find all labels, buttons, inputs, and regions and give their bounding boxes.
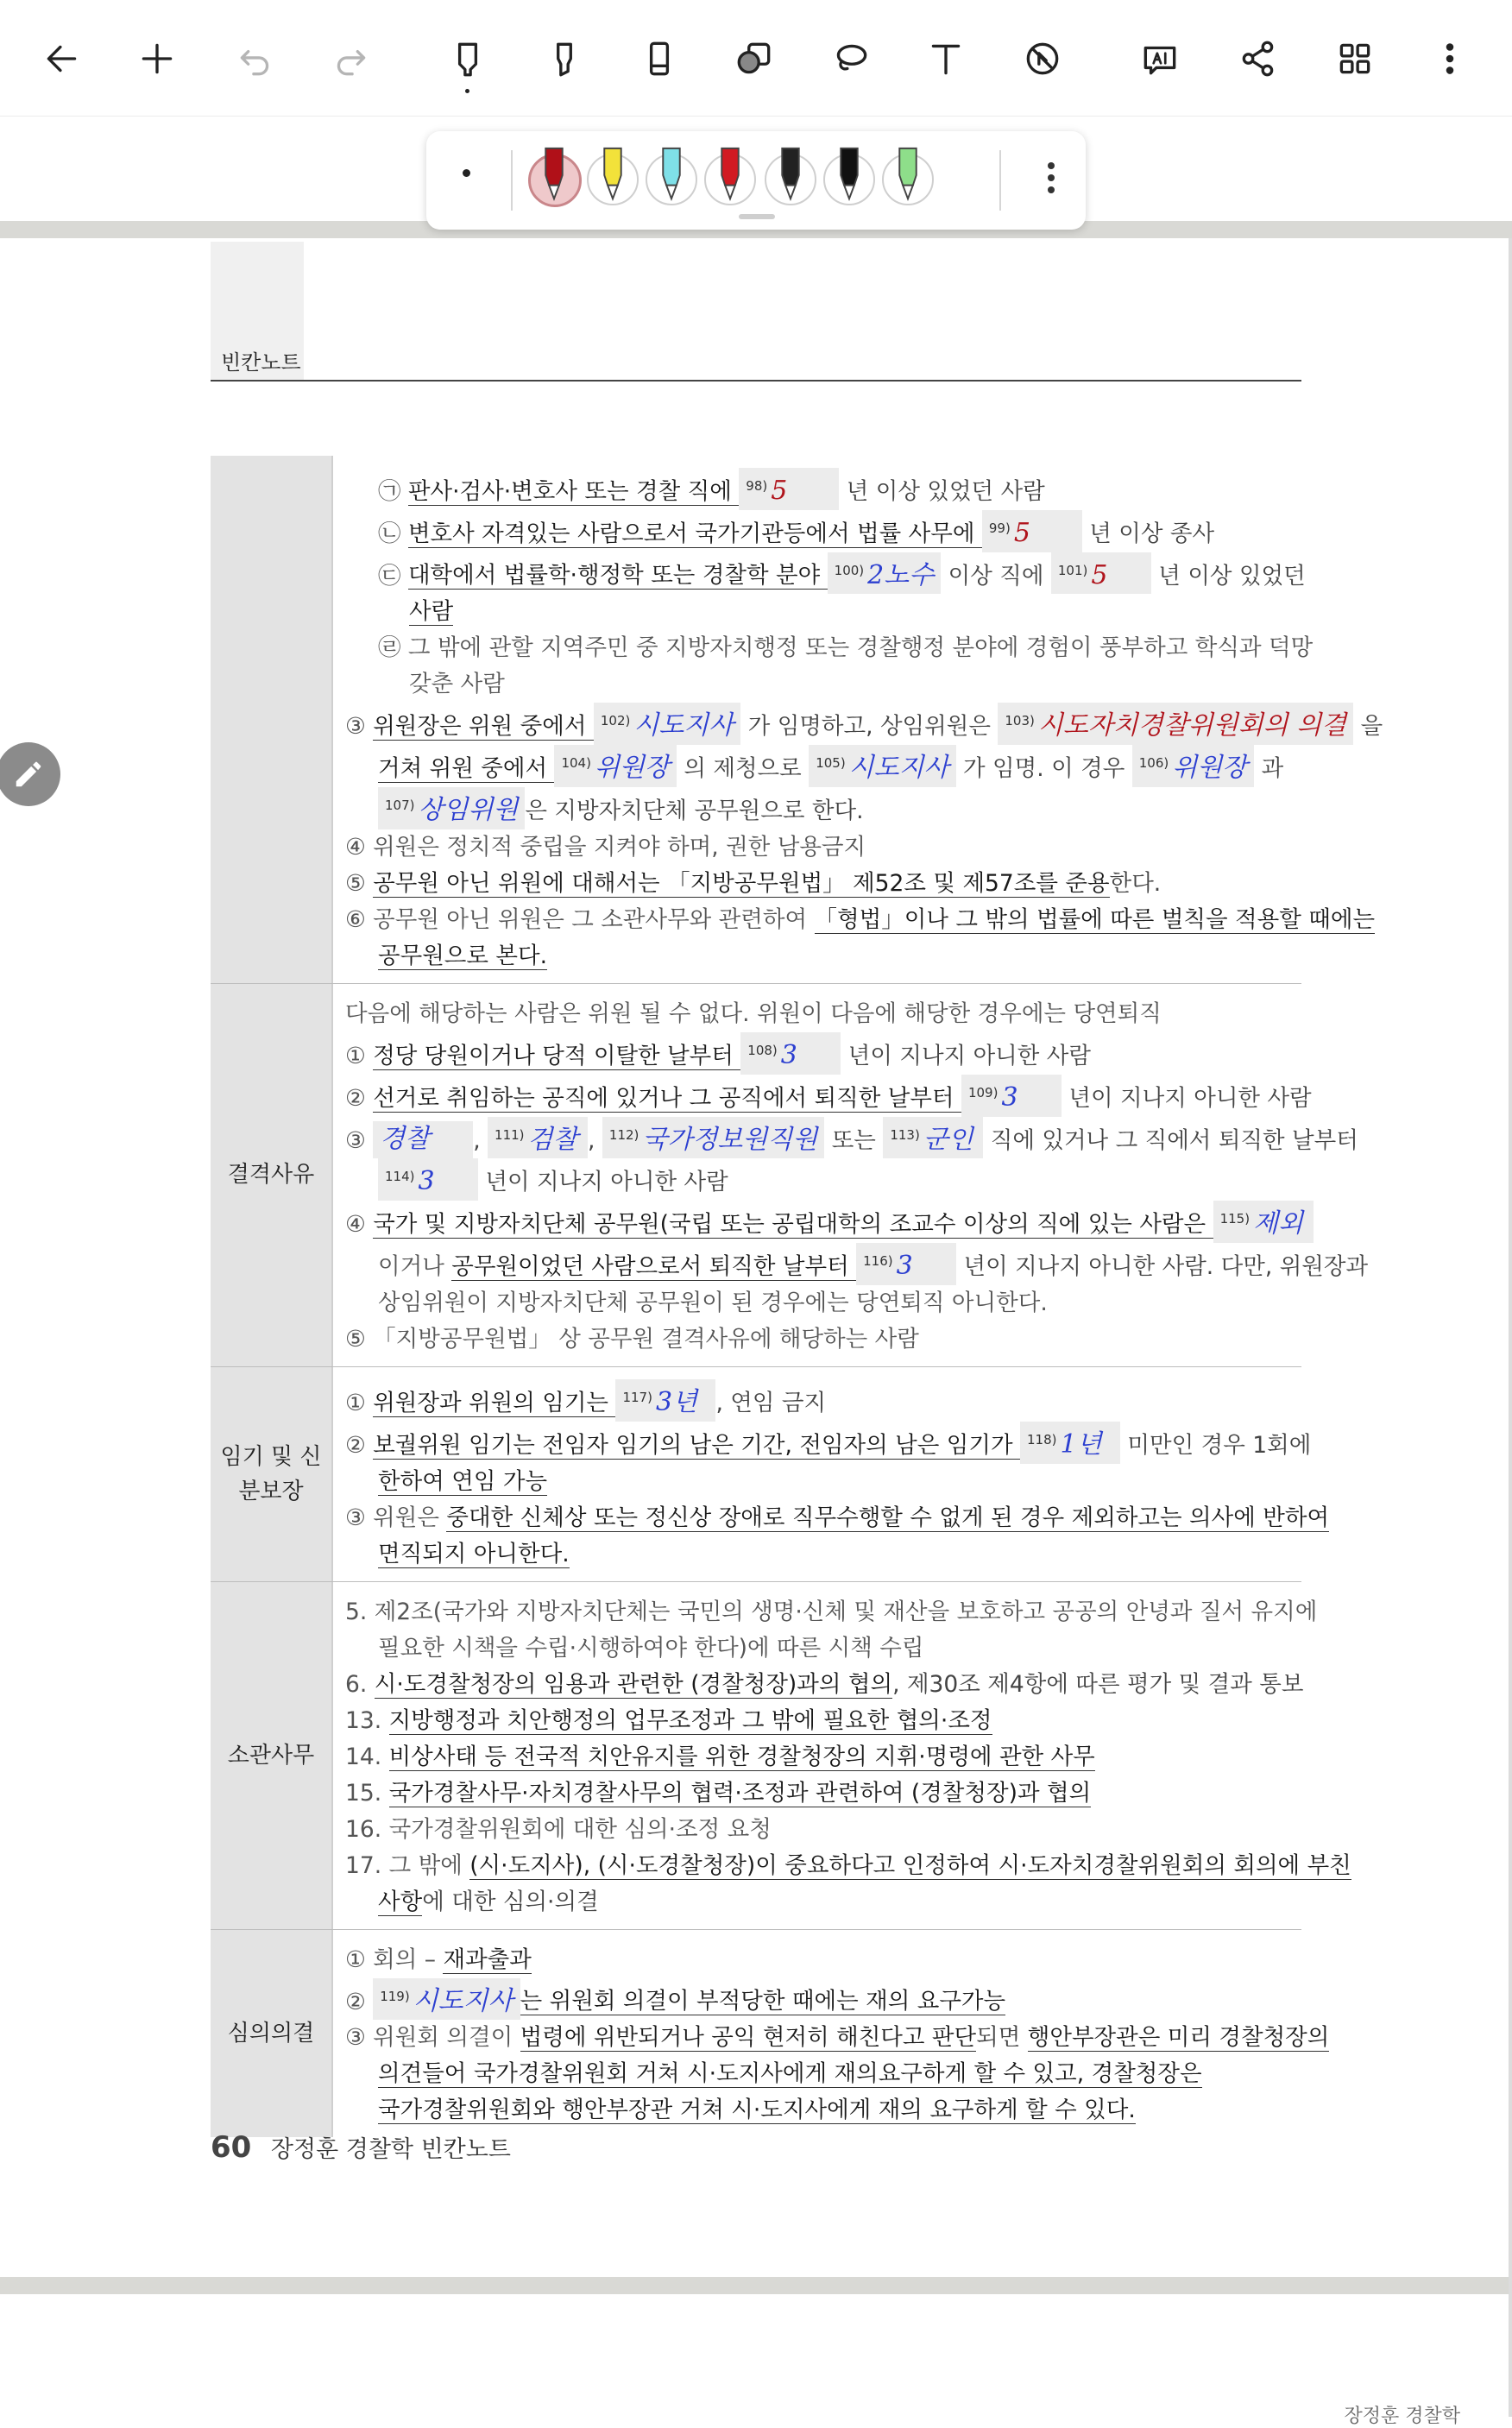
line-prefix: ② <box>345 1431 374 1459</box>
underlined-text: 면직되지 아니한다. <box>378 1540 570 1567</box>
page-right-edge <box>1509 238 1512 2417</box>
blank-number: 105) <box>816 755 846 772</box>
underlined-text: 한하여 연임 가능 <box>378 1467 548 1495</box>
pencil-icon <box>12 758 45 791</box>
underlined-text: 의견들어 국가경찰위원회 거쳐 시·도지사에게 재의요구하게 할 수 있고, 경찰청장은 <box>378 2060 1202 2088</box>
underlined-text: 변호사 자격있는 사람으로서 국가기관등에서 법률 사무에 <box>407 520 982 547</box>
line-text: 년이 지나지 아니한 사람 <box>841 1042 1091 1069</box>
header-label: 빈칸노트 <box>221 350 301 375</box>
line-prefix: 갖춘 사람 <box>409 671 505 698</box>
share-icon[interactable] <box>1229 29 1288 88</box>
handwritten-answer: 검찰 <box>527 1124 578 1155</box>
row-label <box>211 456 333 983</box>
text-line <box>345 1243 1368 1285</box>
text-line <box>345 938 1383 974</box>
line-text: 가 임명하고, 상임위원은 <box>740 713 999 741</box>
text-line <box>345 745 1383 787</box>
blank-number: 115) <box>1219 1211 1251 1227</box>
line-prefix: ⑤ <box>345 869 374 897</box>
line-prefix: ③ 위원은 <box>345 1504 447 1531</box>
row-label: 소관사무 <box>211 1582 333 1929</box>
blank-number: 100) <box>834 562 865 578</box>
text-line <box>345 1075 1368 1117</box>
pen-size-dot[interactable] <box>463 169 470 177</box>
text-line <box>345 1285 1368 1321</box>
blank-number: 112) <box>608 1126 639 1143</box>
pen-icon[interactable] <box>438 29 497 88</box>
fill-in-blank[interactable] <box>373 1121 473 1158</box>
underlined-text: 위원장은 위원 중에서 <box>373 713 594 741</box>
blank-number: 104) <box>561 755 591 772</box>
blank-number: 103) <box>1005 713 1035 729</box>
line-prefix: 6. <box>345 1670 375 1698</box>
content-table <box>211 456 1383 2137</box>
undo-icon[interactable] <box>226 29 285 88</box>
handwritten-answer: 5 <box>771 475 788 506</box>
row-body <box>333 1582 1360 1929</box>
blank-number: 102) <box>600 713 631 729</box>
row-body <box>333 984 1377 1366</box>
black-fountain-pen[interactable] <box>818 148 880 211</box>
text-line <box>345 1594 1351 1630</box>
line-text: 미만인 경우 1회에 <box>1120 1431 1312 1459</box>
underlined-text: 공무원이었던 사람으로서 퇴직한 날부터 <box>451 1252 857 1280</box>
fill-in-blank[interactable] <box>998 703 1353 745</box>
line-text: 년 이상 있었던 사람 <box>839 477 1045 505</box>
top-toolbar <box>0 0 1512 117</box>
handwritten-answer: 시도지사 <box>413 1985 513 2016</box>
handwritten-answer: 상임위원 <box>418 794 519 825</box>
underlined-text: 지방행정과 치안행정의 업무조정과 그 밖에 필요한 협의·조정 <box>388 1706 992 1734</box>
fill-in-blank[interactable] <box>373 1978 520 2021</box>
shapes-icon[interactable] <box>725 29 784 88</box>
blank-number: 119) <box>380 1988 410 2004</box>
line-prefix: ㉡ <box>378 520 408 547</box>
text-line <box>345 1667 1351 1703</box>
line-prefix: 필요한 시책을 수립·시행하여야 한다)에 따른 시책 수립 <box>378 1634 924 1662</box>
pen-palette <box>426 131 1086 230</box>
line-prefix: 13. <box>345 1706 389 1734</box>
green-highlighter[interactable] <box>877 148 939 211</box>
line-prefix: ⑥ 공무원 아닌 위원은 그 소관사무와 관련하여 <box>345 905 815 933</box>
page-number: 60 <box>211 2130 252 2165</box>
line-prefix: 14. <box>345 1743 389 1770</box>
palette-divider <box>999 150 1001 211</box>
handwritten-answer: 5 <box>1091 559 1108 590</box>
fill-in-blank[interactable] <box>1132 745 1254 787</box>
line-text: 을 <box>1353 713 1383 741</box>
fill-in-blank[interactable] <box>378 787 525 829</box>
blank-number: 117) <box>622 1389 652 1405</box>
text-line <box>345 1464 1329 1500</box>
blank-number: 99) <box>988 520 1011 536</box>
handwritten-answer: 군인 <box>923 1124 973 1155</box>
next-page-header: 장정훈 경찰학 <box>1344 2406 1460 2427</box>
underlined-text: 사람 <box>409 598 454 626</box>
text-line <box>345 1032 1368 1075</box>
line-text: , 제30조 제4항에 따른 평가 및 결과 통보 <box>892 1670 1304 1698</box>
table-row <box>211 1367 1330 1582</box>
text-line <box>345 1739 1351 1775</box>
underlined-text: 사항 <box>378 1888 423 1915</box>
line-text: 되면 <box>976 2024 1028 2052</box>
fill-in-blank[interactable] <box>982 510 1082 552</box>
red-fineliner[interactable] <box>699 148 761 211</box>
blank-number: 107) <box>385 798 415 814</box>
underlined-text: 위원장과 위원의 임기는 <box>373 1389 616 1416</box>
underlined-text: 선거로 취임하는 공직에 있거나 그 공직에서 퇴직한 날부터 <box>373 1084 961 1112</box>
line-prefix: ㉢ <box>378 562 408 590</box>
fill-in-blank[interactable] <box>961 1075 1062 1117</box>
page-footer <box>211 2130 511 2165</box>
fill-in-blank[interactable] <box>1020 1422 1120 1464</box>
line-prefix: 다음에 해당하는 사람은 위원 될 수 없다. 위원이 다음에 해당한 경우에는 당연퇴직 <box>345 1000 1162 1027</box>
text-line <box>345 510 1383 552</box>
text-line <box>345 1422 1329 1464</box>
text-line <box>345 1848 1351 1884</box>
blank-number: 113) <box>890 1126 920 1143</box>
underlined-text: 재과출과 <box>443 1946 532 1973</box>
text-line <box>345 1775 1351 1812</box>
fill-in-blank[interactable] <box>488 1117 588 1159</box>
row-body <box>333 1930 1338 2138</box>
underlined-text: 법령에 위반되거나 공익 현저히 해친다고 판단 <box>520 2024 977 2052</box>
text-line <box>345 1812 1351 1848</box>
row-label: 임기 및 신분보장 <box>211 1367 333 1581</box>
blank-number: 114) <box>385 1169 415 1185</box>
black-pen[interactable] <box>759 148 822 211</box>
line-prefix: ㉠ <box>378 477 408 505</box>
palette-drag-handle[interactable] <box>739 214 775 219</box>
line-prefix: ③ <box>345 1126 374 1154</box>
line-text: 년이 지나지 아니한 사람. 다만, 위원장과 <box>956 1252 1369 1280</box>
redo-icon[interactable] <box>321 29 380 88</box>
handwritten-answer: 위원장 <box>594 753 670 784</box>
line-text: 년 이상 종사 <box>1081 520 1215 547</box>
text-line <box>345 2020 1329 2056</box>
text-line <box>345 1117 1368 1159</box>
text-icon[interactable] <box>917 29 975 88</box>
line-text: , <box>588 1126 602 1154</box>
text-line <box>345 1978 1329 2021</box>
text-line <box>345 594 1383 630</box>
underlined-text: 국가경찰위원회와 행안부장관 거쳐 시·도지사에게 재의 요구하게 할 수 있다. <box>378 2097 1136 2124</box>
underlined-text: 비상사태 등 전국적 치안유지를 위한 경찰청장의 지휘·명령에 관한 사무 <box>388 1743 1095 1770</box>
fill-in-blank[interactable] <box>378 1158 478 1201</box>
handwritten-answer: 1년 <box>1060 1428 1102 1460</box>
underlined-text: 시·도경찰청장의 임용과 관련한 (경찰청장)과의 협의 <box>374 1670 893 1698</box>
yellow-highlighter[interactable] <box>582 148 644 211</box>
line-text: 에 대한 심의·의결 <box>422 1888 599 1915</box>
more-vert-icon[interactable] <box>1421 29 1479 88</box>
table-row <box>211 1582 1351 1930</box>
text-line <box>345 630 1383 666</box>
handwritten-answer: 3년 <box>655 1386 698 1417</box>
line-text: 가 임명. 이 경우 <box>955 755 1132 783</box>
fill-in-blank[interactable] <box>594 703 740 745</box>
handwritten-answer: 경찰 <box>380 1124 431 1155</box>
blank-number: 116) <box>863 1253 893 1270</box>
line-text: 직에 있거나 그 직에서 퇴직한 날부터 <box>983 1126 1358 1154</box>
line-prefix: 16. 국가경찰위원회에 대한 심의·조정 요청 <box>345 1815 772 1843</box>
underlined-text: 보궐위원 임기는 전임자 임기의 남은 기간, 전임자의 남은 임기가 <box>373 1431 1020 1459</box>
cyan-highlighter[interactable] <box>640 148 702 211</box>
line-prefix: ㉣ 그 밖에 관할 지역주민 중 지방자치행정 또는 경찰행정 분야에 경험이 풍부하고 학식과 덕망 <box>378 634 1314 662</box>
line-prefix: ① 회의 – <box>345 1946 444 1973</box>
palette-divider <box>511 150 513 211</box>
text-line <box>345 1500 1329 1536</box>
underlined-text: 중대한 신체상 또는 정신상 장애로 직무수행할 수 없게 된 경우 제외하고는 의사에 반하여 <box>446 1504 1330 1531</box>
fill-in-blank[interactable] <box>740 1032 841 1075</box>
handwritten-answer: 3 <box>896 1250 913 1281</box>
line-prefix: ⑤ 「지방공무원법」 상 공무원 결격사유에 해당하는 사람 <box>345 1325 919 1353</box>
text-line <box>345 552 1383 595</box>
ai-icon[interactable] <box>1131 29 1189 88</box>
text-line <box>345 1536 1329 1573</box>
underlined-text: (시·도지사), (시·도경찰청장)이 중요하다고 인정하여 시·도자치경찰위원회의 회의에 부친 <box>469 1851 1351 1879</box>
line-text: 과 <box>1254 755 1284 783</box>
active-tool-dot <box>465 89 469 93</box>
line-prefix: 5. 제2조(국가와 지방자치단체는 국민의 생명·신체 및 재산을 보호하고 공공의 안녕과 질서 유지에 <box>345 1598 1318 1625</box>
line-prefix: ② <box>345 1084 374 1112</box>
row-body <box>333 1367 1338 1581</box>
handwritten-answer: 시도자치경찰위원회의 의결 <box>1037 710 1347 741</box>
text-line <box>345 866 1383 902</box>
line-text: 또는 <box>824 1126 884 1154</box>
handwritten-answer: 국가정보원직원 <box>642 1124 818 1155</box>
line-text: 년 이상 있었던 <box>1150 562 1306 590</box>
line-prefix: ② <box>345 1988 374 2015</box>
line-prefix: 이거나 <box>378 1252 452 1280</box>
no-touch-icon[interactable] <box>1013 29 1072 88</box>
table-row <box>211 1930 1330 2138</box>
line-prefix: ④ <box>345 1211 374 1239</box>
blank-number: 98) <box>746 478 768 494</box>
fill-in-blank[interactable] <box>856 1243 956 1285</box>
line-text: 이상 직에 <box>941 562 1051 590</box>
text-line <box>345 1630 1351 1667</box>
palette-more-icon[interactable] <box>1048 157 1056 199</box>
text-line <box>345 1379 1329 1422</box>
fill-in-blank[interactable] <box>554 745 676 787</box>
blank-number: 109) <box>967 1084 999 1100</box>
line-prefix: 17. 그 밖에 <box>345 1851 470 1879</box>
handwritten-answer: 3 <box>1001 1082 1018 1113</box>
underlined-text: 대학에서 법률학·행정학 또는 경찰학 분야 <box>407 562 828 590</box>
blank-number: 111) <box>495 1126 525 1143</box>
text-line <box>345 996 1368 1032</box>
text-line <box>345 2092 1329 2128</box>
text-line <box>345 787 1383 829</box>
fill-in-blank[interactable] <box>883 1117 983 1159</box>
grid-icon[interactable] <box>1326 29 1384 88</box>
line-text: , 연임 금지 <box>715 1389 827 1416</box>
line-prefix: ④ 위원은 정치적 중립을 지켜야 하며, 권한 남용금지 <box>345 833 866 861</box>
line-text: 년이 지나지 아니한 사람 <box>1061 1084 1312 1112</box>
text-line <box>345 902 1383 938</box>
underlined-text: 국가경찰사무·자치경찰사무의 협력·조정과 관련하여 (경찰청장)과 협의 <box>388 1779 1092 1807</box>
fill-in-blank[interactable] <box>615 1379 715 1422</box>
blank-number: 106) <box>1138 755 1169 772</box>
underlined-text: 공무원으로 본다. <box>378 942 548 969</box>
fill-in-blank[interactable] <box>1213 1201 1314 1243</box>
underlined-text: 「형법」이나 그 밖의 법률에 따른 벌칙을 적용할 때에는 <box>814 905 1376 933</box>
blank-number: 118) <box>1027 1431 1057 1447</box>
fill-in-blank[interactable] <box>809 745 955 787</box>
footer-title: 장정훈 경찰학 빈칸노트 <box>270 2136 511 2163</box>
text-line <box>345 1703 1351 1739</box>
page-gap-bottom <box>0 2277 1512 2294</box>
blank-number: 101) <box>1057 562 1088 578</box>
text-line <box>345 829 1383 866</box>
handwritten-answer: 제외 <box>1253 1208 1304 1239</box>
line-prefix: 상임위원이 지방자치단체 공무원이 된 경우에는 당연퇴직 아니한다. <box>378 1289 1048 1316</box>
line-text: 년이 지나지 아니한 사람 <box>478 1169 728 1196</box>
underlined-text: 거쳐 위원 중에서 <box>378 755 555 783</box>
add-icon[interactable] <box>128 29 186 88</box>
underlined-text: 공무원 아닌 위원에 대해서는 「지방공무원법」 제52조 및 제57조를 준용 <box>373 869 1110 897</box>
row-label: 결격사유 <box>211 984 333 1366</box>
text-line <box>345 1321 1368 1358</box>
handwritten-answer: 5 <box>1013 517 1030 548</box>
text-line <box>345 666 1383 703</box>
handwritten-answer: 시도지사 <box>633 710 734 741</box>
handwritten-answer: 3 <box>780 1039 797 1070</box>
handwritten-answer: 2노수 <box>867 559 935 590</box>
line-prefix: ① <box>345 1042 374 1069</box>
back-arrow-icon[interactable] <box>33 29 91 88</box>
header-rule <box>211 380 1301 382</box>
handwritten-answer: 시도지사 <box>848 753 949 784</box>
underlined-text: 행안부장관은 미리 경찰청장의 <box>1027 2024 1330 2052</box>
line-prefix: ③ <box>345 713 374 741</box>
fill-in-blank[interactable] <box>828 552 942 595</box>
underlined-text: 판사·검사·변호사 또는 경찰 직에 <box>407 477 740 505</box>
line-text: , <box>473 1126 488 1154</box>
line-prefix: ③ 위원회 의결이 <box>345 2024 520 2052</box>
blank-number: 108) <box>747 1042 778 1058</box>
line-text: 은 지방자치단체 공무원으로 한다. <box>525 797 864 824</box>
table-row <box>211 984 1369 1367</box>
highlighter-icon[interactable] <box>535 29 594 88</box>
handwritten-answer: 위원장 <box>1172 753 1248 784</box>
line-text: 의 제청으로 <box>676 755 810 783</box>
handwritten-answer: 3 <box>418 1166 435 1197</box>
text-line <box>345 468 1383 510</box>
text-line <box>345 703 1383 745</box>
lasso-icon[interactable] <box>822 29 880 88</box>
line-text: 한다. <box>1109 869 1162 897</box>
text-line <box>345 1884 1351 1920</box>
eraser-icon[interactable] <box>630 29 689 88</box>
line-prefix: ① <box>345 1389 374 1416</box>
underlined-text: 는 위원회 의결이 부적당한 때에는 재의 요구가능 <box>520 1988 1006 2015</box>
text-line <box>345 1201 1368 1243</box>
red-pen[interactable] <box>523 148 585 211</box>
row-label: 심의의결 <box>211 1930 333 2138</box>
table-row <box>211 456 1383 984</box>
fill-in-blank[interactable] <box>1051 552 1151 595</box>
fill-in-blank[interactable] <box>739 468 839 510</box>
text-line <box>345 1942 1329 1978</box>
underlined-text: 국가 및 지방자치단체 공무원(국립 또는 공립대학의 조교수 이상의 직에 있는 사람은 <box>373 1211 1213 1239</box>
text-line <box>345 2056 1329 2092</box>
text-line <box>345 1158 1368 1201</box>
fill-in-blank[interactable] <box>602 1117 824 1159</box>
underlined-text: 정당 당원이거나 당적 이탈한 날부터 <box>373 1042 741 1069</box>
row-body <box>333 456 1391 983</box>
line-prefix: 15. <box>345 1779 389 1807</box>
